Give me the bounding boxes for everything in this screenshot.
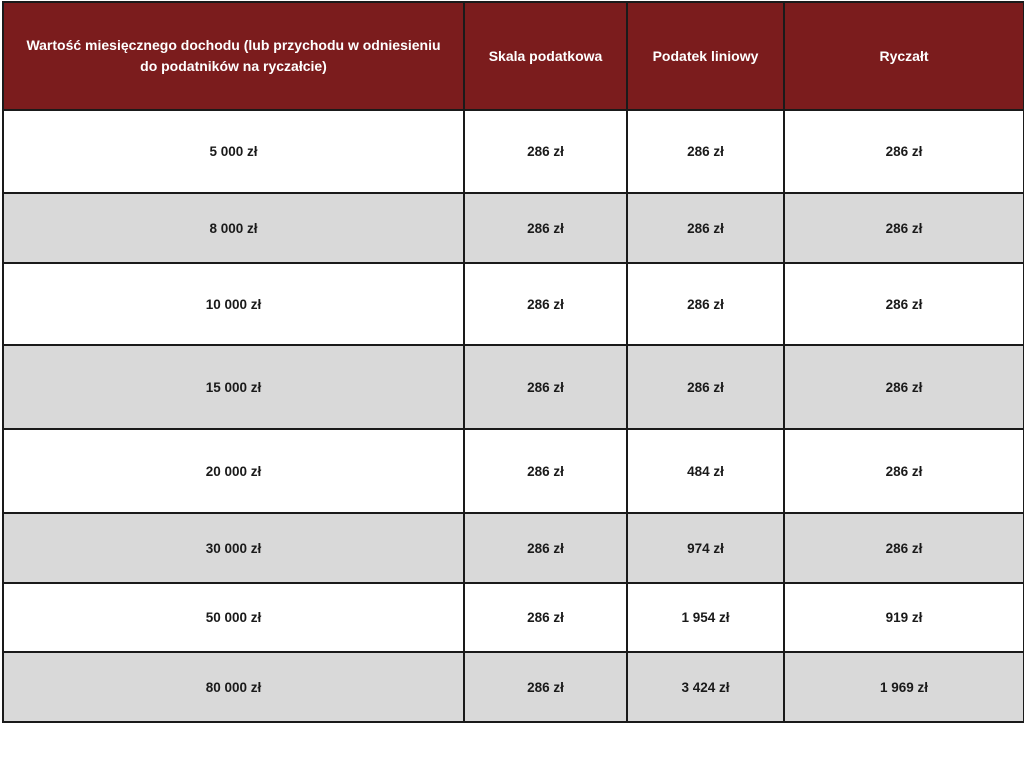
tax-comparison-table-wrapper <box>2 1 1023 723</box>
cell-lump-sum: 286 zł <box>784 263 1024 345</box>
table-row <box>3 193 1024 263</box>
header-income: Wartość miesięcznego dochodu (lub przychodu w odniesieniu do podatników na ryczałcie) <box>3 2 464 110</box>
cell-tax-scale: 286 zł <box>464 583 627 652</box>
table-row <box>3 110 1024 193</box>
cell-tax-scale: 286 zł <box>464 193 627 263</box>
table-row <box>3 652 1024 722</box>
cell-tax-scale: 286 zł <box>464 513 627 583</box>
cell-lump-sum: 1 969 zł <box>784 652 1024 722</box>
cell-income: 30 000 zł <box>3 513 464 583</box>
cell-lump-sum: 286 zł <box>784 193 1024 263</box>
table-row <box>3 513 1024 583</box>
table-header-row <box>3 2 1024 110</box>
cell-lump-sum: 286 zł <box>784 345 1024 429</box>
cell-income: 8 000 zł <box>3 193 464 263</box>
cell-tax-scale: 286 zł <box>464 652 627 722</box>
cell-lump-sum: 286 zł <box>784 429 1024 513</box>
header-tax-scale: Skala podatkowa <box>464 2 627 110</box>
cell-tax-scale: 286 zł <box>464 263 627 345</box>
cell-tax-scale: 286 zł <box>464 345 627 429</box>
cell-tax-scale: 286 zł <box>464 110 627 193</box>
cell-tax-scale: 286 zł <box>464 429 627 513</box>
table-row <box>3 345 1024 429</box>
tax-comparison-table <box>2 1 1024 723</box>
cell-flat-tax: 286 zł <box>627 110 784 193</box>
cell-lump-sum: 286 zł <box>784 513 1024 583</box>
cell-income: 80 000 zł <box>3 652 464 722</box>
table-row <box>3 429 1024 513</box>
cell-income: 10 000 zł <box>3 263 464 345</box>
cell-lump-sum: 286 zł <box>784 110 1024 193</box>
table-row <box>3 583 1024 652</box>
cell-flat-tax: 1 954 zł <box>627 583 784 652</box>
cell-flat-tax: 3 424 zł <box>627 652 784 722</box>
cell-income: 20 000 zł <box>3 429 464 513</box>
header-flat-tax: Podatek liniowy <box>627 2 784 110</box>
cell-flat-tax: 286 zł <box>627 193 784 263</box>
cell-flat-tax: 974 zł <box>627 513 784 583</box>
cell-flat-tax: 484 zł <box>627 429 784 513</box>
cell-income: 5 000 zł <box>3 110 464 193</box>
cell-flat-tax: 286 zł <box>627 345 784 429</box>
table-row <box>3 263 1024 345</box>
cell-income: 50 000 zł <box>3 583 464 652</box>
cell-income: 15 000 zł <box>3 345 464 429</box>
cell-lump-sum: 919 zł <box>784 583 1024 652</box>
cell-flat-tax: 286 zł <box>627 263 784 345</box>
header-lump-sum: Ryczałt <box>784 2 1024 110</box>
